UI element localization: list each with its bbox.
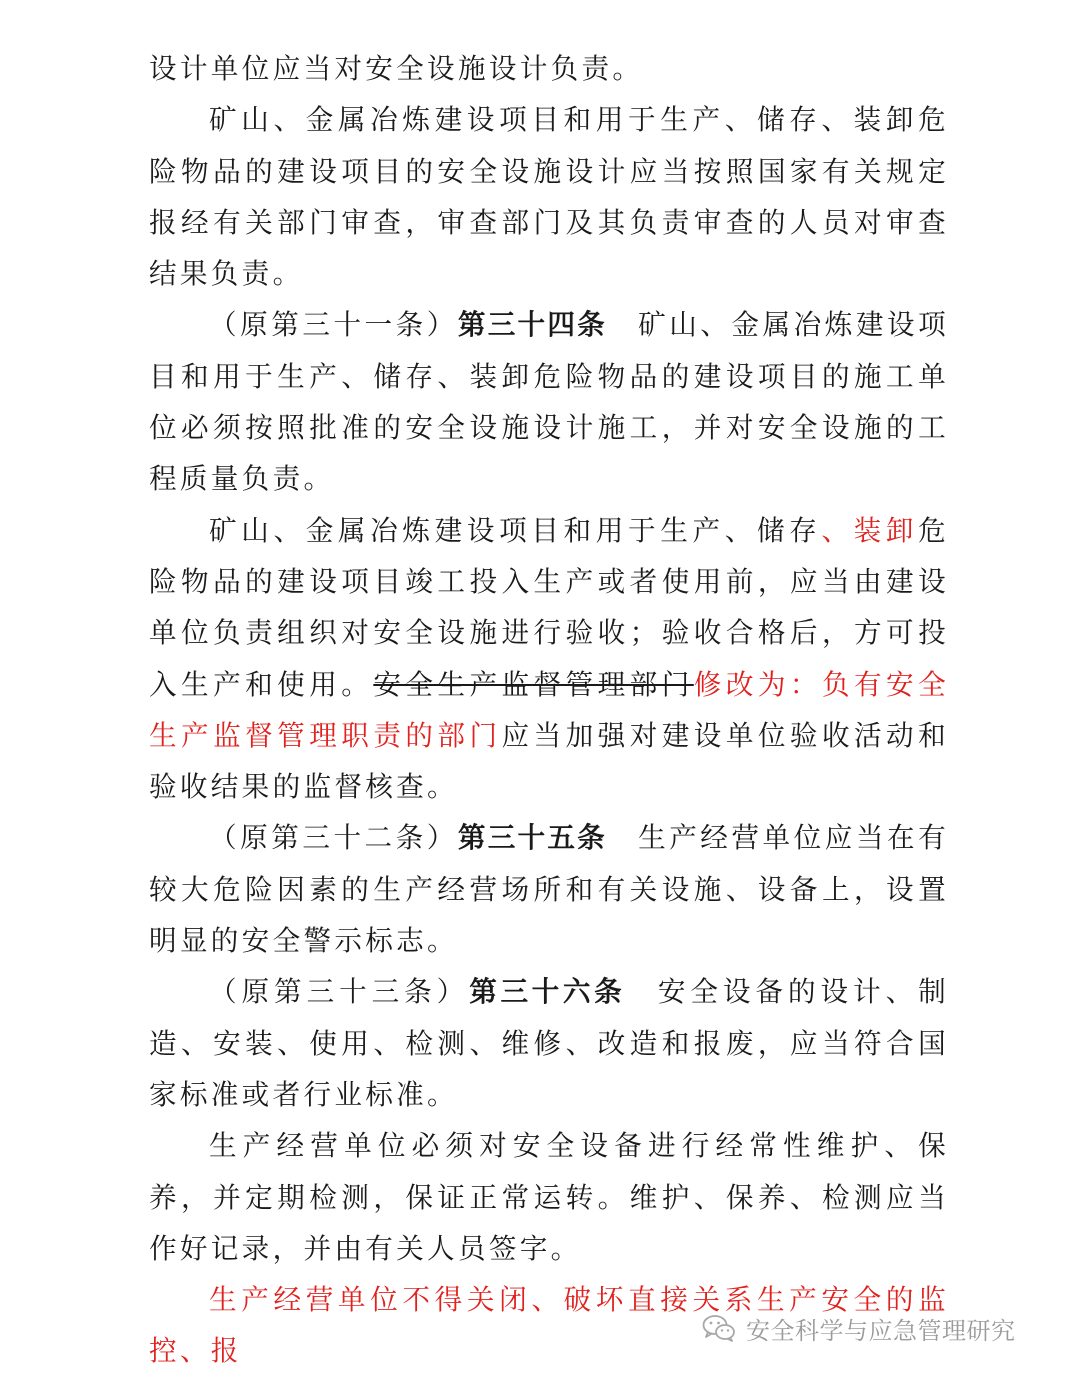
watermark-text: 安全科学与应急管理研究 [746,1316,1016,1345]
acceptance-red-insert: 、装卸 [821,513,919,547]
acceptance-struck-text: 安全生产监督管理部门 [373,667,694,701]
article-34-number: 第三十四条 [457,308,607,342]
article-36-text: 安全设备的设计、制造、安装、使用、检测、维修、改造和报废，应当符合国家标准或者行业标准。 [149,975,949,1111]
wechat-icon [702,1314,736,1342]
acceptance-text-3: 应当加强对建设单位验收活动和验收结果的监督核查。 [149,718,950,804]
paragraph-1-text: 设计单位应当对安全设施设计负责。 [149,52,644,85]
paragraph-1 [149,43,949,94]
acceptance-text-1: 矿山、金属冶炼建设项目和用于生产、储存 [209,513,822,547]
article-35-prefix: （原第三十二条） [209,821,458,855]
document-page [149,0,949,1377]
paragraph-2 [149,94,949,299]
article-36-prefix: （原第三十三条） [209,975,470,1009]
article-34-prefix: （原第三十一条） [209,308,458,342]
article-35 [149,812,949,966]
maintenance-text: 生产经营单位必须对安全设备进行经常性维护、保养，并定期检测，保证正常运转。维护、保养、检测应当作好记录，并由有关人员签字。 [149,1129,949,1265]
article-36-number: 第三十六条 [469,975,626,1009]
acceptance-red-revision: 修改为：负有安全生产监督管理职责的部门 [149,667,949,752]
article-35-number: 第三十五条 [457,821,607,855]
article-35-text: 生产经营单位应当在有较大危险因素的生产经营场所和有关设施、设备上，设置明显的安全警示标志。 [149,821,949,958]
paragraph-maintenance [149,1120,949,1274]
watermark [702,1311,1016,1345]
acceptance-text-2: 危险物品的建设项目竣工投入生产或者使用前，应当由建设单位负责组织对安全设施进行验收；验收合格后，方可投入生产和使用。 [149,513,950,701]
monitoring-red-text: 生产经营单位不得关闭、破坏直接关系生产安全的监控、报 [149,1283,949,1368]
paragraph-acceptance [149,505,949,813]
paragraph-2-text: 矿山、金属冶炼建设项目和用于生产、储存、装卸危险物品的建设项目的安全设施设计应当按照国家有关规定报经有关部门审查，审查部门及其负责审查的人员对审查结果负责。 [149,103,949,291]
article-34 [149,299,949,504]
article-34-text: 矿山、金属冶炼建设项目和用于生产、储存、装卸危险物品的建设项目的施工单位必须按照批准的安全设施设计施工，并对安全设施的工程质量负责。 [149,308,949,496]
article-36 [149,966,949,1120]
